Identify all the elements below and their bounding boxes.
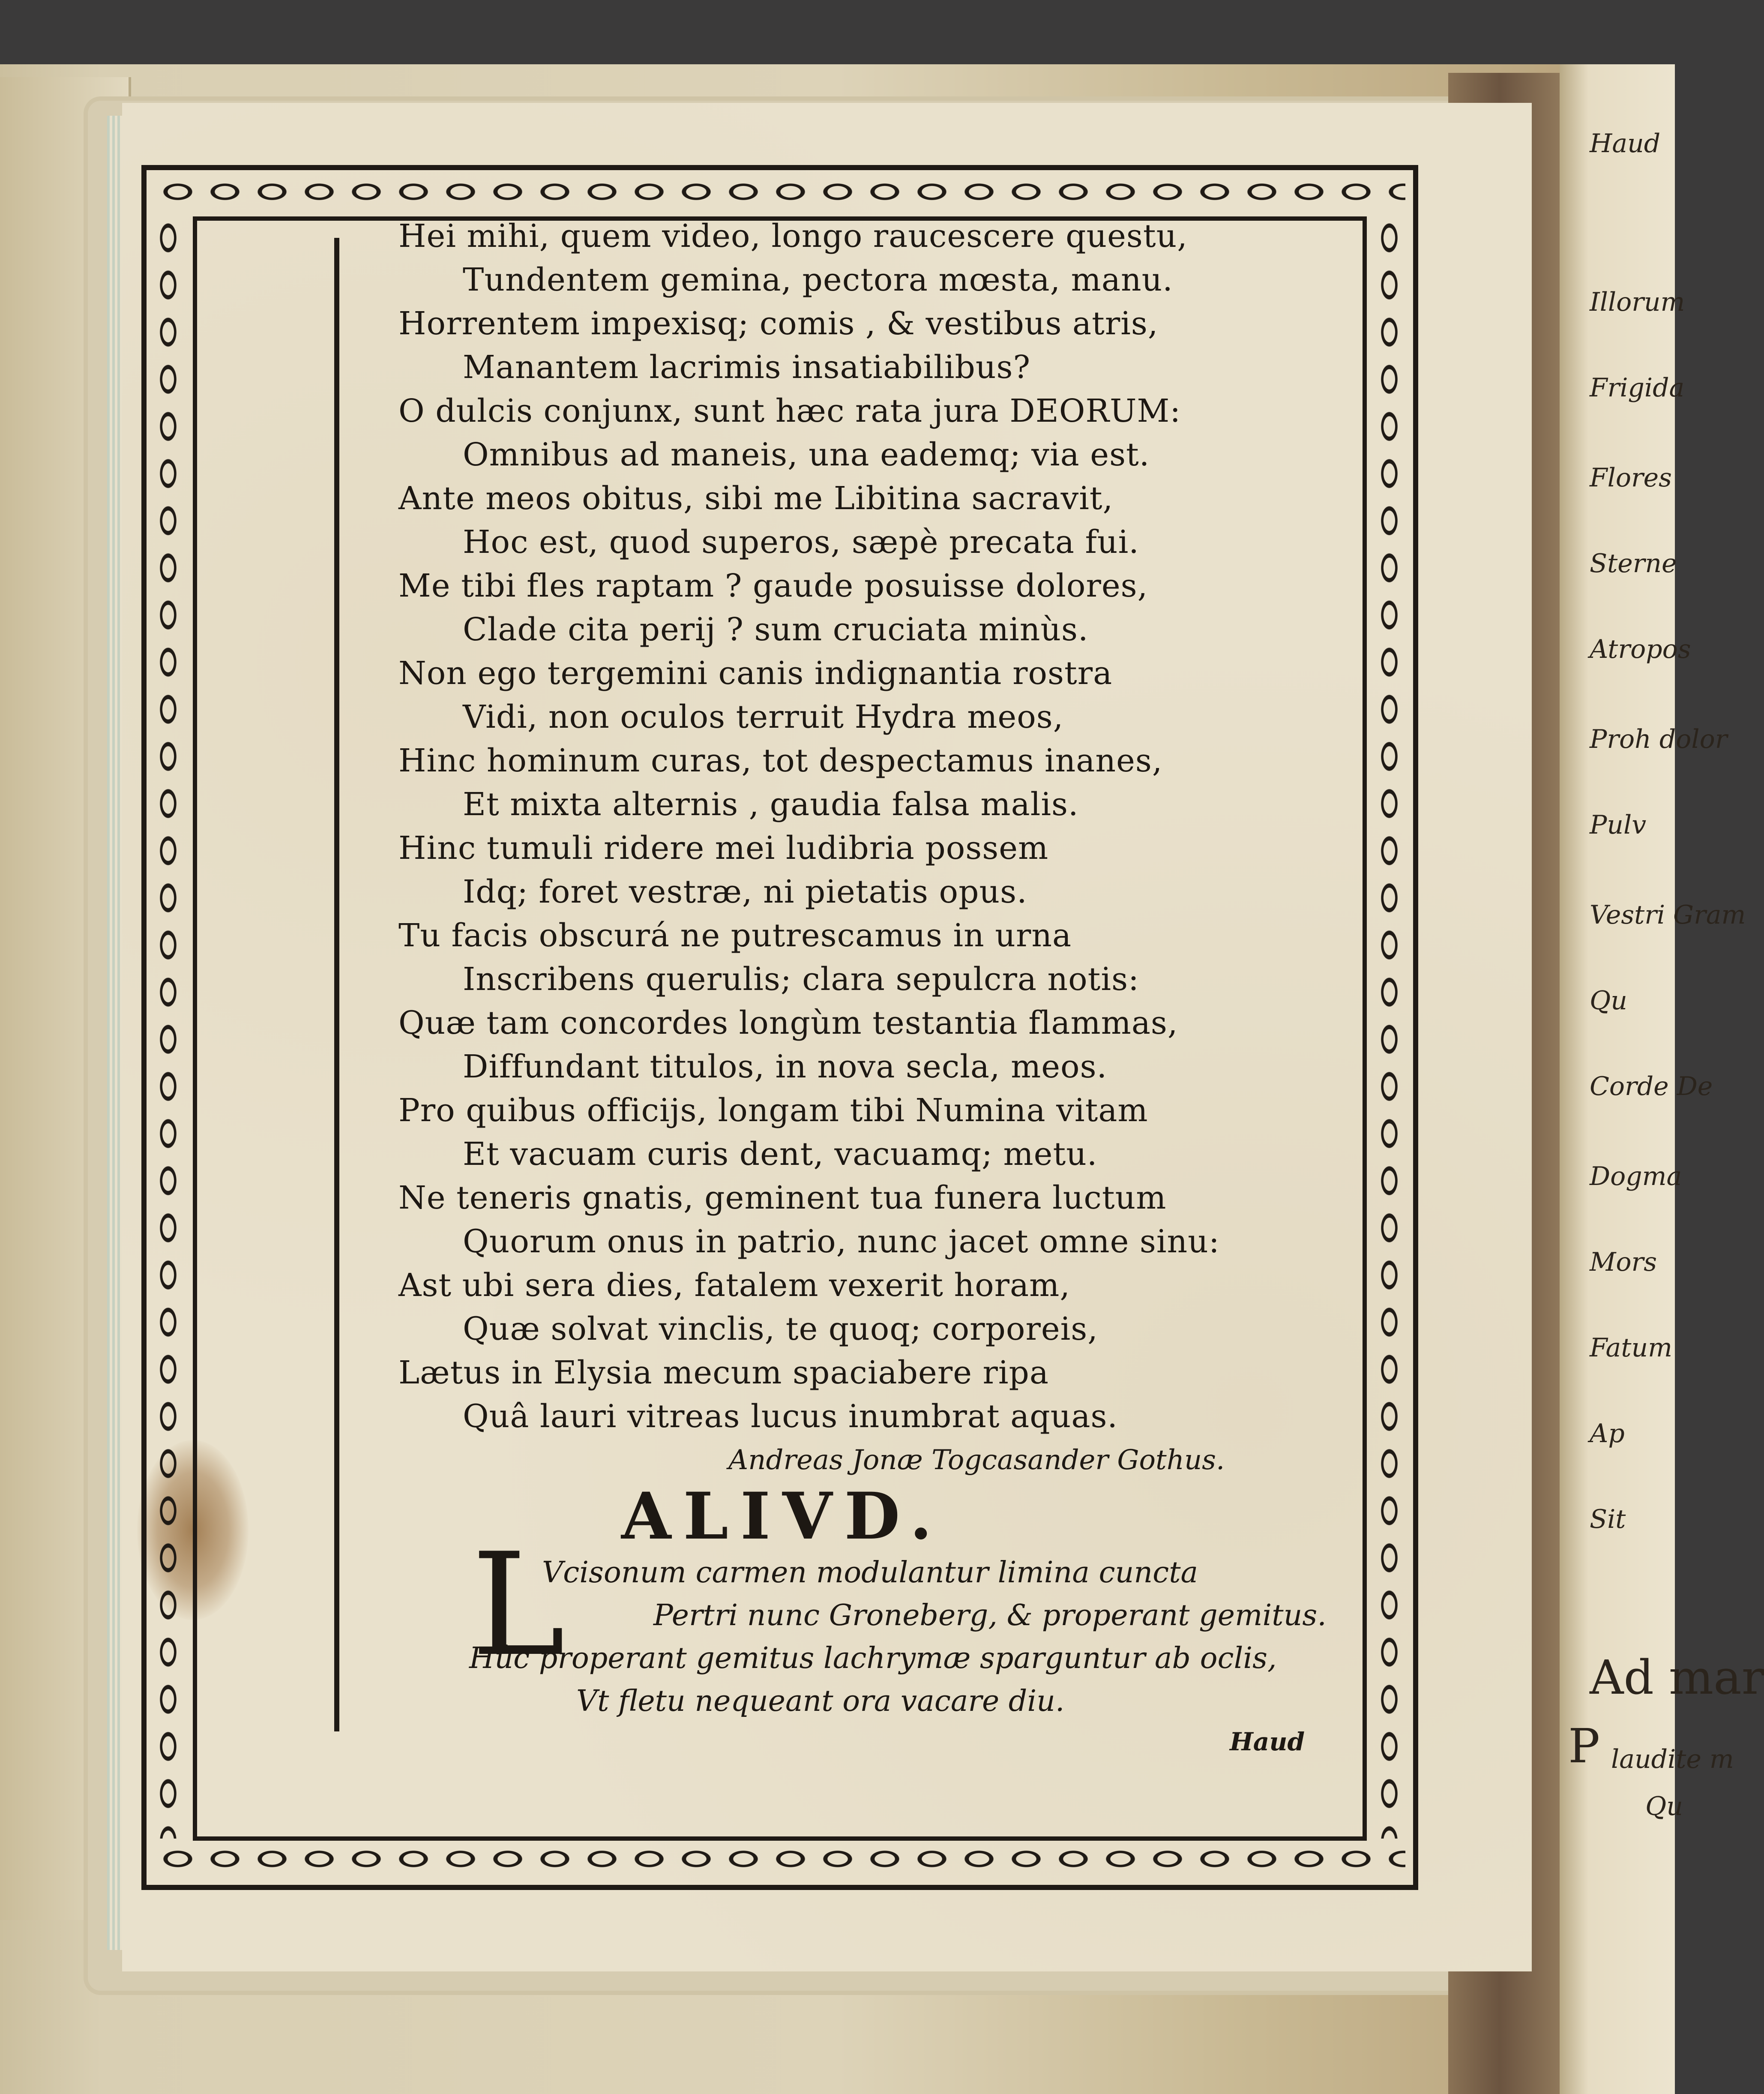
left-ornament <box>148 214 189 1839</box>
verse-line: Et vacuam curis dent, vacuamq; metu. <box>463 1136 1098 1173</box>
poem-verse <box>398 214 1311 1438</box>
verse-line: Manantem lacrimis insatiabilibus? <box>463 349 1031 386</box>
section-heading: ALIVD. <box>621 1479 944 1554</box>
facing-fragment: Illorum <box>1590 287 1685 317</box>
facing-fragment: Proh dolor <box>1590 724 1728 754</box>
verse-line: Quæ solvat vinclis, te quoq; corporeis, <box>463 1311 1098 1347</box>
author-signature: Andreas Jonæ Togcasander Gothus. <box>728 1444 1225 1476</box>
verse-line: Hûc properant gemitus lachrymæ sparguntur ab oclis, <box>469 1641 1277 1675</box>
verse-line: Omnibus ad maneis, una eademq; via est. <box>463 436 1150 473</box>
verse-line: Non ego tergemini canis indignantia rostra <box>398 655 1113 692</box>
facing-fragment: P <box>1568 1719 1600 1773</box>
facing-fragment: Atropos <box>1590 634 1691 664</box>
verse-line: Vidi, non oculos terruit Hydra meos, <box>463 699 1064 735</box>
verse-line: Et mixta alternis , gaudia falsa malis. <box>463 786 1079 823</box>
verse-line: Quorum onus in patrio, nunc jacet omne sinu: <box>463 1223 1220 1260</box>
facing-fragment: Corde De <box>1590 1071 1713 1101</box>
verse-line: Vcisonum carmen modulantur limina cuncta <box>542 1556 1198 1590</box>
verse-line: Clade cita perij ? sum cruciata minùs. <box>463 611 1089 648</box>
facing-fragment: Haud <box>1590 129 1661 159</box>
facing-fragment: Ad mar <box>1590 1650 1764 1705</box>
bottom-ornament <box>154 1839 1405 1879</box>
verse-line: Ne teneris gnatis, geminent tua funera luctum <box>398 1179 1167 1216</box>
second-poem <box>469 1551 1327 1723</box>
margin-rule <box>334 238 339 1731</box>
verse-line: Pertri nunc Groneberg, & properant gemitus. <box>653 1599 1327 1632</box>
facing-fragment: Ap <box>1590 1419 1625 1449</box>
facing-fragment: Fatum <box>1590 1333 1672 1363</box>
verse-line: Horrentem impexisq; comis , & vestibus atris, <box>398 305 1159 342</box>
verse-line: Pro quibus officijs, longam tibi Numina vitam <box>398 1092 1148 1129</box>
facing-fragment: Frigida <box>1590 373 1685 403</box>
verse-line: Tu facis obscurá ne putrescamus in urna <box>398 917 1072 954</box>
facing-fragment: Sterne <box>1590 549 1677 579</box>
verse-line: Ante meos obitus, sibi me Libitina sacravit, <box>398 480 1114 517</box>
verse-line: Me tibi fles raptam ? gaude posuisse dolores, <box>398 567 1148 604</box>
verse-line: Hei mihi, quem video, longo raucescere questu, <box>398 218 1188 255</box>
verse-line: Vt fletu nequeant ora vacare diu. <box>576 1684 1065 1718</box>
verse-line: Hoc est, quod superos, sæpè precata fui. <box>463 524 1139 561</box>
drop-cap: L <box>471 1523 566 1687</box>
verse-line: Hinc hominum curas, tot despectamus inanes, <box>398 742 1163 779</box>
facing-fragment: Qu <box>1645 1791 1683 1821</box>
page-edges <box>107 116 124 1950</box>
facing-fragment: Flores <box>1590 463 1672 493</box>
facing-fragment: Vestri Gram <box>1590 900 1746 930</box>
verse-line: Quâ lauri vitreas lucus inumbrat aquas. <box>463 1398 1118 1435</box>
verse-line: Quæ tam concordes longùm testantia flammas, <box>398 1005 1178 1041</box>
facing-fragment: Pulv <box>1590 810 1647 840</box>
top-ornament <box>154 171 1405 212</box>
verse-line: Diffundant titulos, in nova secla, meos. <box>463 1048 1108 1085</box>
verse-line: Hinc tumuli ridere mei ludibria possem <box>398 830 1049 867</box>
facing-fragment: Dogma <box>1590 1161 1682 1191</box>
catchword: Haud <box>1230 1727 1305 1756</box>
facing-fragment: laudite m <box>1611 1744 1734 1774</box>
facing-fragment: Sit <box>1590 1504 1626 1534</box>
verse-line: Idq; foret vestræ, ni pietatis opus. <box>463 873 1027 910</box>
verse-line: Lætus in Elysia mecum spaciabere ripa <box>398 1354 1049 1391</box>
verse-line: Ast ubi sera dies, fatalem vexerit horam, <box>398 1267 1070 1304</box>
facing-fragment: Qu <box>1590 986 1627 1016</box>
right-ornament <box>1369 214 1410 1839</box>
facing-page <box>1560 64 1764 2094</box>
verse-line: O dulcis conjunx, sunt hæc rata jura DEORUM: <box>398 393 1181 429</box>
facing-fragment: Mors <box>1590 1247 1657 1277</box>
verse-line: Tundentem gemina, pectora mœsta, manu. <box>463 261 1173 298</box>
verse-line: Inscribens querulis; clara sepulcra notis: <box>463 961 1139 998</box>
